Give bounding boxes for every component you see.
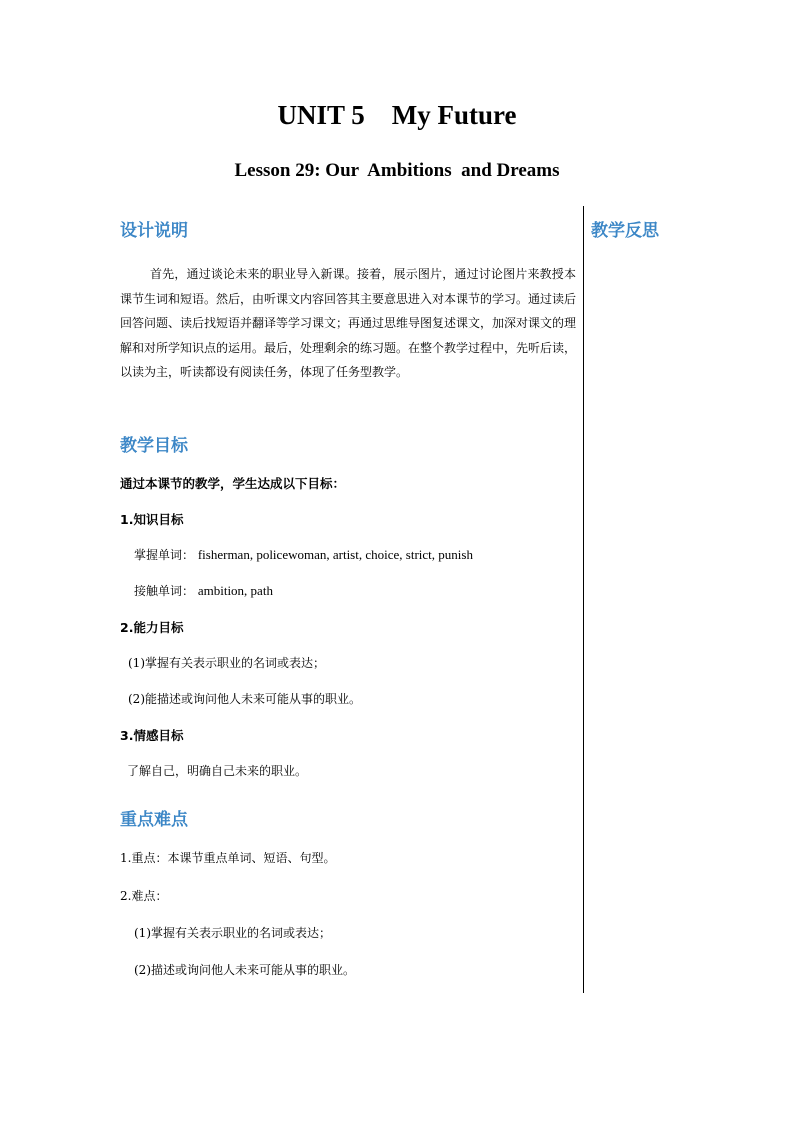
- ability-goal-title: 2.能力目标: [120, 620, 184, 635]
- contact-words-line: [134, 582, 273, 599]
- design-heading: 设计说明: [120, 221, 188, 241]
- master-words-label: 掌握单词：: [134, 548, 195, 562]
- emotion-goal-title: 3.情感目标: [120, 728, 184, 743]
- reflection-heading: 教学反思: [591, 221, 659, 241]
- goals-heading: 教学目标: [120, 436, 188, 456]
- contact-words-label: 接触单词：: [134, 584, 195, 598]
- emotion-item-1: 了解自己，明确自己未来的职业。: [127, 764, 308, 778]
- design-paragraph: 首先，通过谈论未来的职业导入新课。接着，展示图片，通过讨论图片来教授本课节生词和短语。然后，由听课文内容回答其主要意思进入对本课节的学习。通过读后回答问题、读后找短语并翻译等学习课文；再通过思维导图复述课文，加深对课文的理解和对所学知识点的运用。最后，处理剩余的练习题。在整个教学过程中，先听后读，以读为主，听读都设有阅读任务，体现了任务型教学。: [120, 267, 577, 379]
- difficult-title: 2.难点：: [120, 889, 168, 903]
- column-divider: [583, 206, 584, 993]
- ability-item-1: (1)掌握有关表示职业的名词或表达；: [128, 656, 325, 670]
- lesson-title: Lesson 29: Our Ambitions and Dreams: [234, 160, 560, 181]
- master-words: fisherman, policewoman, artist, choice, strict, punish: [197, 547, 473, 562]
- contact-words: ambition, path: [197, 583, 273, 598]
- key-points-heading: 重点难点: [120, 810, 188, 830]
- difficult-item-2: (2)描述或询问他人未来可能从事的职业。: [134, 963, 355, 977]
- goals-intro: 通过本课节的教学，学生达成以下目标：: [120, 476, 346, 491]
- master-words-line: [134, 546, 473, 563]
- difficult-item-1: (1)掌握有关表示职业的名词或表达；: [134, 926, 331, 940]
- key-point-line: 1.重点：本课节重点单词、短语、句型。: [120, 851, 336, 865]
- unit-title: UNIT 5 My Future: [277, 100, 517, 130]
- ability-item-2: (2)能描述或询问他人未来可能从事的职业。: [128, 692, 361, 706]
- knowledge-goal-title: 1.知识目标: [120, 512, 184, 527]
